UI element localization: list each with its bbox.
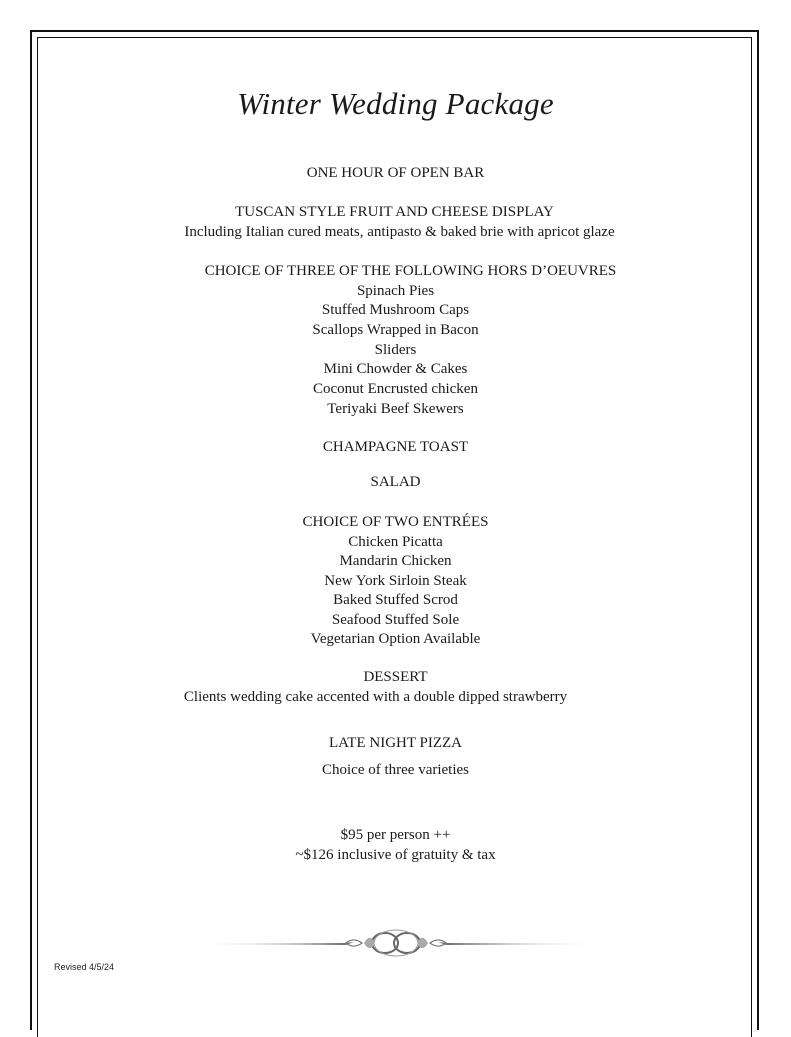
- hors-heading: CHOICE OF THREE OF THE FOLLOWING HORS D’OEUVRES: [204, 263, 617, 279]
- toast-heading: CHAMPAGNE TOAST: [322, 439, 469, 455]
- entree-item: Mandarin Chicken: [339, 553, 452, 569]
- dessert-heading: DESSERT: [363, 669, 428, 685]
- open-bar-heading: ONE HOUR OF OPEN BAR: [306, 165, 485, 181]
- entree-item: Seafood Stuffed Sole: [331, 612, 460, 628]
- display-heading: TUSCAN STYLE FRUIT AND CHEESE DISPLAY: [235, 204, 554, 220]
- dessert-description: Clients wedding cake accented with a double dipped strawberry: [183, 689, 568, 705]
- hors-item: Teriyaki Beef Skewers: [327, 401, 464, 417]
- decorative-flourish-icon: [186, 928, 606, 958]
- price: $95 per person ++: [340, 827, 451, 843]
- revised-date: Revised 4/5/24: [54, 962, 115, 972]
- hors-item: Coconut Encrusted chicken: [313, 381, 478, 397]
- price-inclusive: ~$126 inclusive of gratuity & tax: [295, 847, 496, 863]
- entrees-heading: CHOICE OF TWO ENTRÉES: [302, 514, 489, 530]
- pizza-description: Choice of three varieties: [321, 762, 470, 778]
- hors-item: Stuffed Mushroom Caps: [321, 302, 470, 318]
- entree-item: Chicken Picatta: [348, 534, 443, 550]
- hors-item: Sliders: [374, 342, 417, 358]
- pizza-heading: LATE NIGHT PIZZA: [328, 735, 463, 751]
- salad-heading: SALAD: [370, 474, 421, 490]
- hors-item: Spinach Pies: [356, 283, 435, 299]
- page-title: Winter Wedding Package: [237, 86, 554, 121]
- display-description: Including Italian cured meats, antipasto & baked brie with apricot glaze: [184, 224, 615, 240]
- hors-item: Scallops Wrapped in Bacon: [312, 322, 479, 338]
- entree-item: New York Sirloin Steak: [324, 573, 467, 589]
- entree-item: Baked Stuffed Scrod: [333, 592, 458, 608]
- entree-item: Vegetarian Option Available: [310, 631, 481, 647]
- hors-item: Mini Chowder & Cakes: [323, 361, 468, 377]
